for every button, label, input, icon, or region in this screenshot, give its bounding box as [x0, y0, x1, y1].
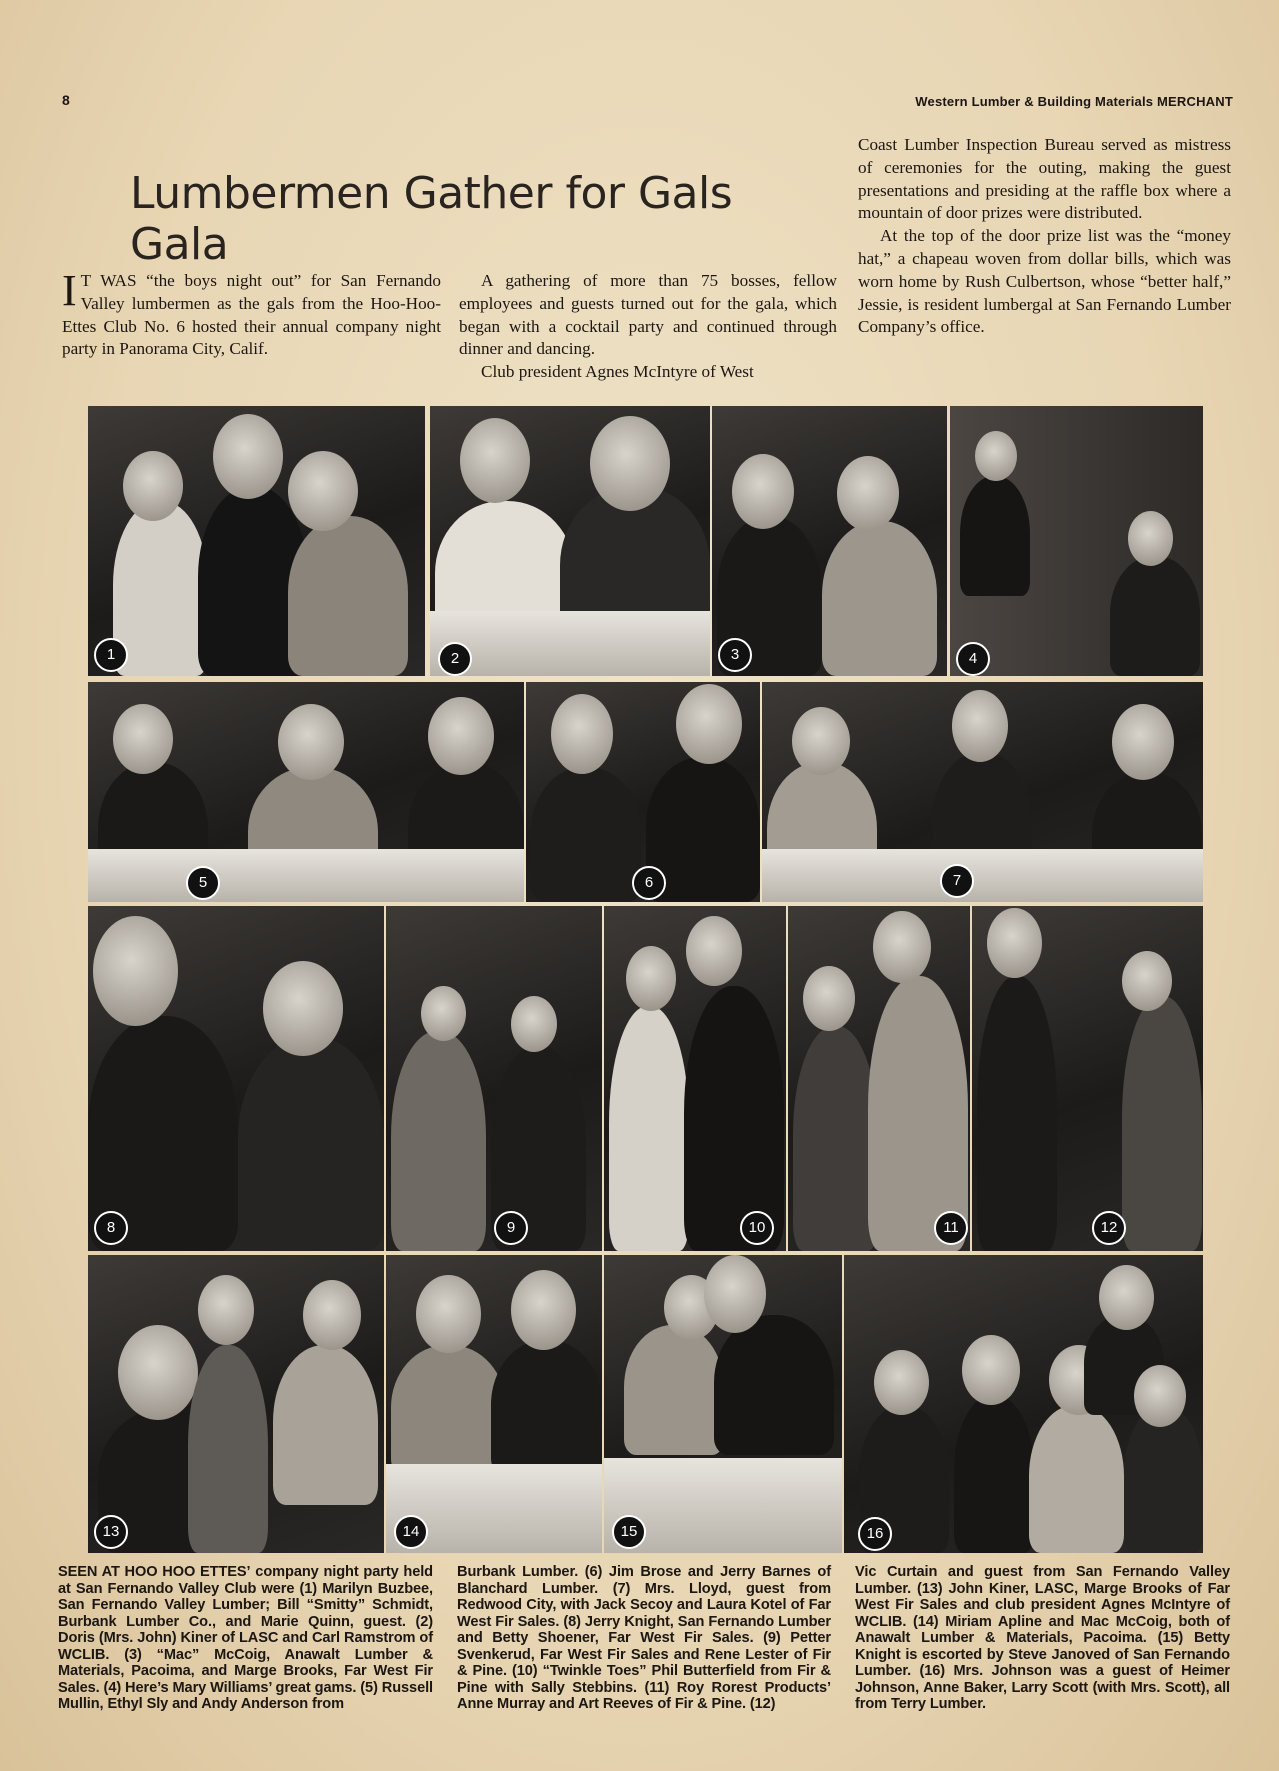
- article-paragraph: Club president Agnes McIntyre of West: [481, 362, 754, 382]
- photo-12: [972, 906, 1203, 1251]
- article-column-1: [62, 266, 441, 361]
- photo-number-badge: 11: [934, 1211, 968, 1245]
- photo-5: [88, 682, 524, 902]
- photo-caption-column-3: Vic Curtain and guest from San Fernando Valley Lumber. (13) John Kiner, LASC, Marge Brooks of Far West Fir Sales and club president Agnes McIntyre of WCLIB. (14) Miriam Apline and Mac McCoig, both of Anawalt Lumber & Materials, Pacoima. (15) Betty Knight is escorted by Steve Janoved of San Fernando Lumber. (16) Mrs. Johnson was a guest of Heimer Johnson, Anne Baker, Larry Scott (with Mrs. Scott), all from Terry Lumber.: [855, 1564, 1230, 1712]
- page-number: 8: [62, 92, 70, 108]
- article-column-2: [459, 270, 837, 384]
- caption-lead: SEEN AT HOO HOO ETTES’: [58, 1564, 251, 1580]
- article-paragraph: At the top of the door prize list was the “money hat,” a chapeau woven from dollar bills, which was worn home by Rush Culbertson, whose “better half,” Jessie, is resident lumbergal at San Fernando Lumber Company’s office.: [858, 226, 1231, 337]
- photo-number-badge: 13: [94, 1515, 128, 1549]
- caption-text: company night party held at San Fernando Valley Club were (1) Marilyn Buzbee, San Fernando Valley Lumber; Bill “Smitty” Schmidt, Burbank Lumber Co., and Marie Quinn, guest. (2) Doris (Mrs. John) Kiner of LASC and Carl Ramstrom of WCLIB. (3) “Mac” McCoig, Anawalt Lumber & Materials, Pacoima, and Marge Brooks, Far West Fir Sales. (4) Here’s Mary Williams’ great gams. (5) Russell Mullin, Ethyl Sly and Andy Anderson from: [58, 1564, 433, 1712]
- photo-number-badge: 10: [740, 1211, 774, 1245]
- photo-14: [386, 1255, 602, 1553]
- photo-11: [788, 906, 970, 1251]
- photo-15: [604, 1255, 842, 1553]
- photo-number-badge: 16: [858, 1517, 892, 1551]
- photo-1: [88, 406, 425, 676]
- photo-number-badge: 12: [1092, 1211, 1126, 1245]
- photo-4: [950, 406, 1203, 676]
- photo-caption-column-2: Burbank Lumber. (6) Jim Brose and Jerry Barnes of Blanchard Lumber. (7) Mrs. Lloyd, guest from Redwood City, with Jack Secoy and Laura Kotel of Far West Fir Sales. (8) Jerry Knight, San Fernando Lumber and Betty Shoener, Far West Fir Sales. (9) Petter Svenkerud, Far West Fir Sales and Rene Lester of Fir & Pine. (10) “Twinkle Toes” Phil Butterfield from Fir & Pine with Sally Stebbins. (11) Roy Rorest Products’ Anne Murray and Art Reeves of Fir & Pine. (12): [457, 1564, 831, 1712]
- photo-number-badge: 3: [718, 638, 752, 672]
- article-column-3: [858, 134, 1231, 339]
- photo-number-badge: 14: [394, 1515, 428, 1549]
- photo-number-badge: 2: [438, 642, 472, 676]
- photo-16: [844, 1255, 1203, 1553]
- article-paragraph: Coast Lumber Inspection Bureau served as mistress of ceremonies for the outing, making the guest presentations and presiding at the raffle box where a mountain of door prizes were distributed.: [858, 135, 1231, 223]
- photo-number-badge: 4: [956, 642, 990, 676]
- photo-9: [386, 906, 602, 1251]
- photo-2: [430, 406, 710, 676]
- photo-number-badge: 9: [494, 1211, 528, 1245]
- photo-number-badge: 7: [940, 864, 974, 898]
- photo-7: [762, 682, 1203, 902]
- photo-10: [604, 906, 786, 1251]
- photo-3: [712, 406, 947, 676]
- article-headline: Lumbermen Gather for Gals Gala: [130, 168, 733, 270]
- photo-6: [526, 682, 760, 902]
- photo-number-badge: 8: [94, 1211, 128, 1245]
- photo-8: [88, 906, 384, 1251]
- photo-number-badge: 6: [632, 866, 666, 900]
- photo-number-badge: 5: [186, 866, 220, 900]
- article-paragraph: A gathering of more than 75 bosses, fellow employees and guests turned out for the gala, which began with a cocktail party and continued through dinner and dancing.: [459, 271, 837, 359]
- photo-caption-column-1: [58, 1564, 433, 1713]
- photo-number-badge: 15: [612, 1515, 646, 1549]
- publication-title: Western Lumber & Building Materials MERCHANT: [915, 94, 1233, 109]
- photo-13: [88, 1255, 384, 1553]
- photo-number-badge: 1: [94, 638, 128, 672]
- article-paragraph: T WAS “the boys night out” for San Fernando Valley lumbermen as the gals from the Hoo-Hoo-Ettes Club No. 6 hosted their annual company night party in Panorama City, Calif.: [62, 271, 441, 359]
- drop-cap: I: [62, 266, 77, 315]
